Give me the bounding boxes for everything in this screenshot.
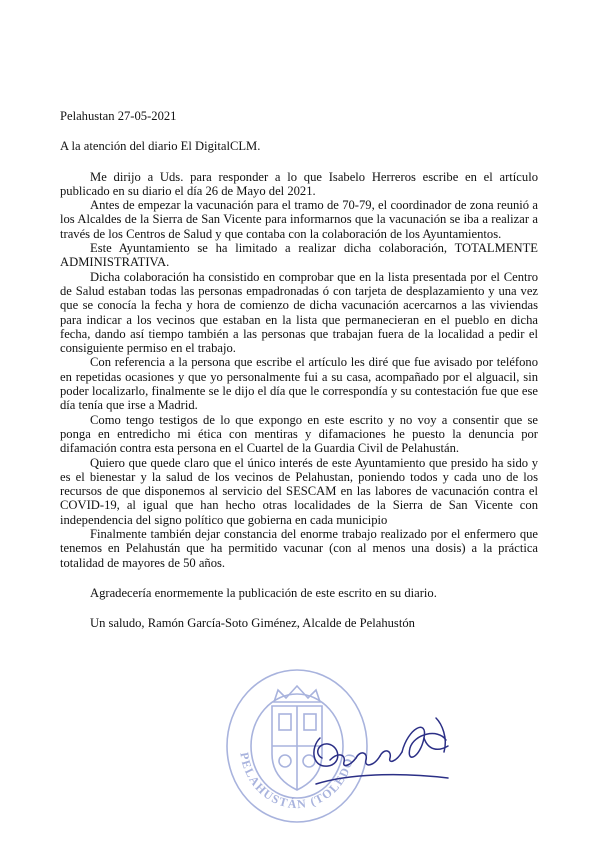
- paragraph: Este Ayuntamiento se ha limitado a realizar dicha colaboración, TOTALMENTE ADMINISTRATIVA.: [60, 241, 538, 270]
- paragraph: Con referencia a la persona que escribe el artículo les diré que fue avisado por teléfono en repetidas ocasiones y que yo personalmente fui a su casa, acompañado por el alguacil, sin poder localizarlo, finalmente se le dijo el día que le correspondía y su contestación fue que ese día tenía que irse a Madrid.: [60, 355, 538, 413]
- paragraph: Quiero que quede claro que el único interés de este Ayuntamiento que presido ha sido y es el bienestar y la salud de los vecinos de Pelahustan, poniendo todos y cada uno de los recursos de que disponemos al servicio del SESCAM en las labores de vacunación contra el COVID-19, al igual que han hecho otras localidades de la Sierra de San Vicente con independencia del signo político que gobierna en cada municipio: [60, 455, 538, 527]
- signoff-line: Un saludo, Ramón García-Soto Giménez, Alcalde de Pelahustón: [90, 616, 415, 631]
- paragraph: Me dirijo a Uds. para responder a lo que Isabelo Herreros escribe en el artículo publicado en su diario el día 26 de Mayo del 2021.: [60, 169, 538, 198]
- addressee-line: A la atención del diario El DigitalCLM.: [60, 139, 261, 154]
- handwritten-signature: [298, 688, 468, 798]
- spacer: [60, 570, 538, 586]
- paragraph: Dicha colaboración ha consistido en comprobar que en la lista presentada por el Centro de Salud estaban todas las personas empadronadas ó con tarjeta de desplazamiento y una vez que se conocía la fecha y hora de comienzo de dicha vacunación acercarnos a las viviendas para indicar a los vecinos que estaban en la lista que permanecieran en el pueblo en dicha fecha, dando así tiempo también a las personas que trabajan fuera de la localidad a pedir el consiguiente permiso en el trabajo.: [60, 269, 538, 356]
- letter-body: [60, 109, 538, 631]
- thanks-line: Agradecería enormemente la publicación de este escrito en su diario.: [90, 585, 437, 600]
- seal-text: PELAHUSTÁN (TOLEDO): [237, 751, 357, 812]
- paragraph: Como tengo testigos de lo que expongo en este escrito y no voy a consentir que se ponga en entredicho mi ética con mentiras y difamaciones he puesto la denuncia por difamación contra esta persona en el Cuartel de la Guardia Civil de Pelahustán.: [60, 412, 538, 456]
- paragraph: Finalmente también dejar constancia del enorme trabajo realizado por el enfermero que tenemos en Pelahustán que ha permitido vacunar (con al menos una dosis) a la práctica totalidad de mayores de 50 años.: [60, 527, 538, 570]
- spacer: [60, 600, 538, 616]
- paragraph: Antes de empezar la vacunación para el tramo de 70-79, el coordinador de zona reunió a los Alcaldes de la Sierra de San Vicente para informarnos que la vacunación se iba a realizar a través de los Centros de Salud y que contaba con la colaboración de los Ayuntamientos.: [60, 198, 538, 241]
- date-line: Pelahustan 27-05-2021: [60, 109, 177, 123]
